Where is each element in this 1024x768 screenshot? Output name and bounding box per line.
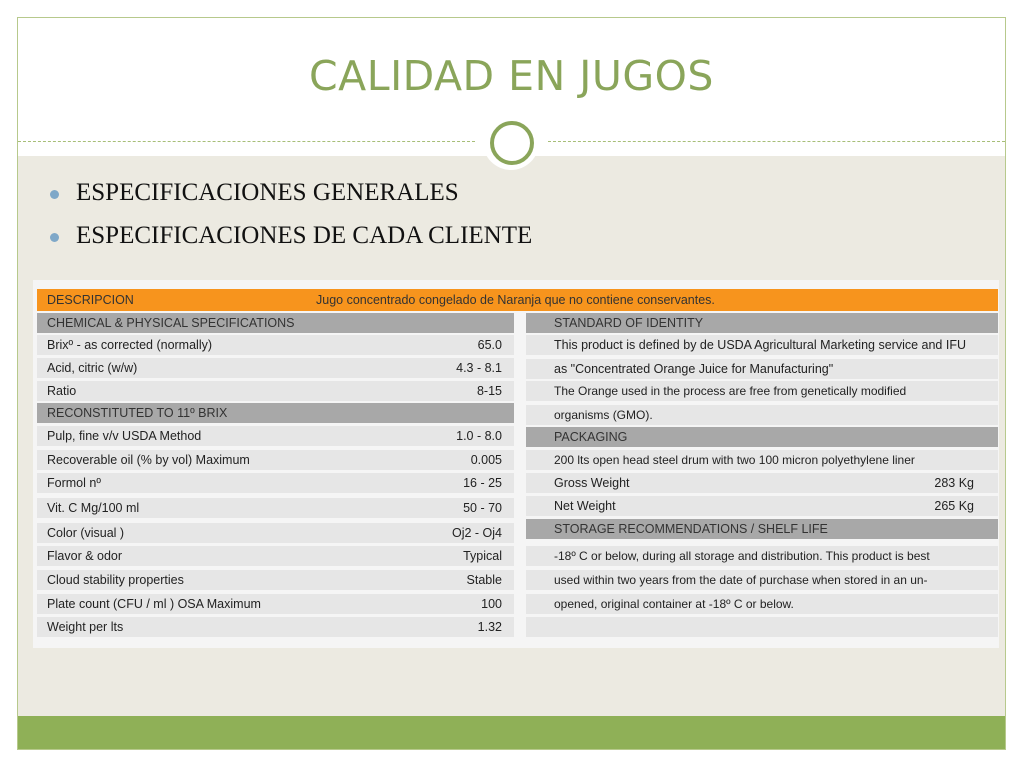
row-value: 16 - 25 — [463, 476, 502, 490]
row-label: Plate count (CFU / ml ) OSA Maximum — [47, 597, 261, 611]
row-label: Recoverable oil (% by vol) Maximum — [47, 453, 250, 467]
footer-bar — [18, 716, 1005, 749]
row-label: Weight per lts — [47, 620, 124, 634]
bullet-item — [50, 176, 532, 219]
row-value: 1.0 - 8.0 — [456, 429, 502, 443]
row-label: Net Weight — [554, 499, 616, 513]
identity-line: The Orange used in the process are free from genetically modified — [554, 384, 907, 398]
identity-line: as "Concentrated Orange Juice for Manufacturing" — [554, 362, 834, 376]
identity-line: organisms (GMO). — [554, 408, 653, 422]
chemical-header-text: CHEMICAL & PHYSICAL SPECIFICATIONS — [47, 316, 295, 330]
row-value: 265 Kg — [934, 499, 974, 513]
row-value: 100 — [481, 597, 502, 611]
packaging-line: 200 lts open head steel drum with two 100 micron polyethylene liner — [554, 453, 915, 467]
table-row — [37, 594, 514, 614]
table-row — [526, 359, 998, 379]
spec-sheet — [33, 280, 999, 648]
row-label: Flavor & odor — [47, 549, 123, 563]
table-row — [526, 335, 998, 355]
row-label: Gross Weight — [554, 476, 630, 490]
description-label: DESCRIPCION — [47, 293, 134, 307]
row-label: Brixº - as corrected (normally) — [47, 338, 213, 352]
table-row — [37, 426, 514, 446]
reconstituted-header — [37, 403, 514, 423]
storage-line: opened, original container at -18º C or below. — [554, 597, 794, 611]
description-row — [37, 289, 998, 311]
row-value: 8-15 — [476, 384, 502, 398]
bullet-dot-icon — [50, 190, 59, 199]
row-label: Vit. C Mg/100 ml — [47, 501, 140, 515]
row-label: Cloud stability properties — [47, 573, 184, 587]
identity-header-text: STANDARD OF IDENTITY — [554, 316, 704, 330]
row-value: 50 - 70 — [463, 501, 502, 515]
chemical-header — [37, 313, 514, 333]
slide-title: CALIDAD EN JUGOS — [309, 52, 714, 100]
table-row — [526, 381, 998, 401]
bullet-text: ESPECIFICACIONES DE CADA CLIENTE — [76, 222, 533, 249]
table-row — [37, 570, 514, 590]
table-row — [37, 546, 514, 566]
table-row — [37, 498, 514, 518]
table-row — [37, 473, 514, 493]
row-value: 65.0 — [477, 338, 502, 352]
row-value: 1.32 — [477, 620, 502, 634]
packaging-header-text: PACKAGING — [554, 430, 628, 444]
bullet-item — [50, 219, 532, 262]
row-label: Ratio — [47, 384, 77, 398]
row-label: Formol nº — [47, 476, 101, 490]
table-row — [526, 405, 998, 425]
table-row — [526, 496, 998, 516]
description-text: Jugo concentrado congelado de Naranja que no contiene conservantes. — [316, 293, 715, 307]
table-row — [37, 617, 514, 637]
table-row — [526, 473, 998, 493]
table-row — [526, 617, 998, 637]
row-value: 4.3 - 8.1 — [456, 361, 502, 375]
row-value: Stable — [466, 573, 502, 587]
row-value: 0.005 — [470, 453, 502, 467]
storage-header-text: STORAGE RECOMMENDATIONS / SHELF LIFE — [554, 522, 828, 536]
row-label: Pulp, fine v/v USDA Method — [47, 429, 202, 443]
title-divider-left — [18, 141, 475, 142]
row-label: Acid, citric (w/w) — [47, 361, 138, 375]
ring-ornament-icon — [490, 121, 534, 165]
packaging-header — [526, 427, 998, 447]
identity-header — [526, 313, 998, 333]
row-value: 283 Kg — [934, 476, 974, 490]
bullet-list — [50, 176, 532, 262]
table-row — [37, 381, 514, 401]
storage-header — [526, 519, 998, 539]
bullet-dot-icon — [50, 233, 59, 242]
table-row — [37, 523, 514, 543]
table-row — [526, 594, 998, 614]
reconstituted-header-text: RECONSTITUTED TO 11º BRIX — [47, 406, 228, 420]
bullet-text: ESPECIFICACIONES GENERALES — [76, 179, 459, 206]
title-divider-right — [548, 141, 1005, 142]
storage-line: used within two years from the date of purchase when stored in an un- — [554, 573, 928, 587]
identity-line: This product is defined by de USDA Agricultural Marketing service and IFU — [554, 338, 966, 352]
row-value: Oj2 - Oj4 — [451, 526, 502, 540]
row-label: Color (visual ) — [47, 526, 125, 540]
table-row — [526, 450, 998, 470]
row-value: Typical — [463, 549, 502, 563]
table-row — [37, 450, 514, 470]
table-row — [37, 358, 514, 378]
table-row — [37, 335, 514, 355]
table-row — [526, 546, 998, 566]
table-row — [526, 570, 998, 590]
storage-line: -18º C or below, during all storage and distribution. This product is best — [554, 549, 930, 563]
